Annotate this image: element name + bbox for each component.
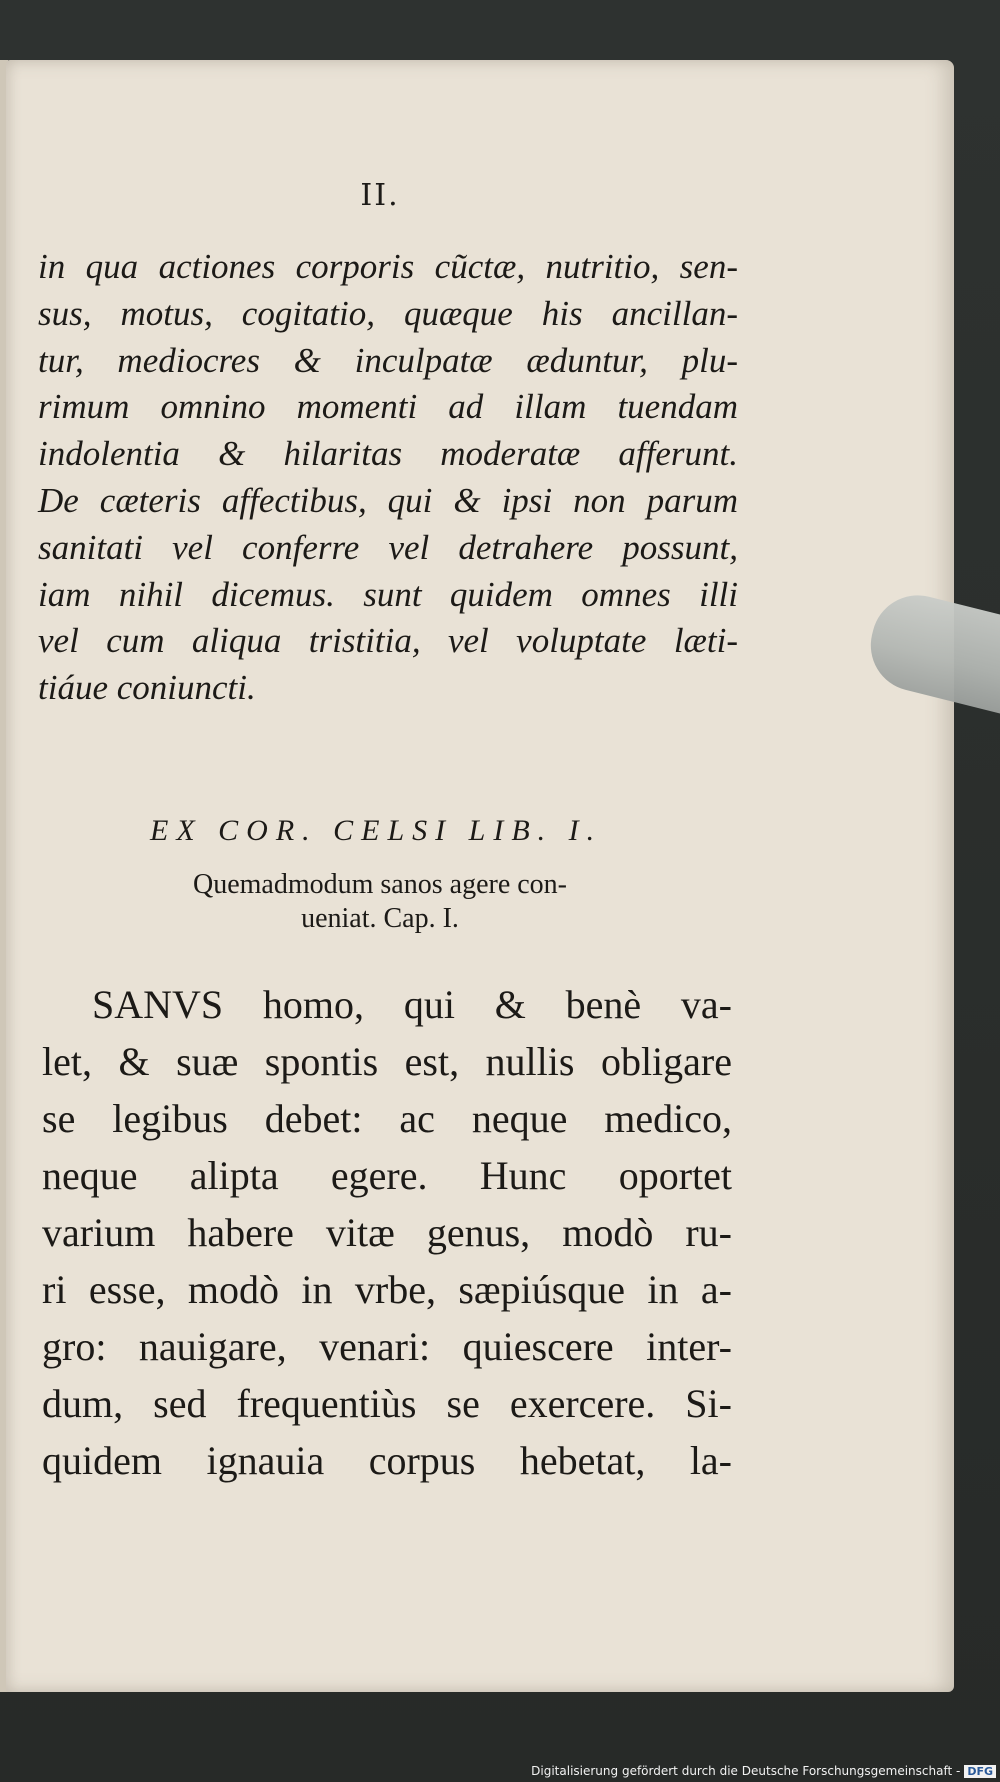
text-line: iam nihil dicemus. sunt quidem omnes illi bbox=[38, 574, 738, 614]
text-line: De cæteris affectibus, qui & ipsi non parum bbox=[38, 480, 738, 520]
text-line: indolentia & hilaritas moderatæ afferunt. bbox=[38, 434, 738, 474]
text-line: tur, mediocres & inculpatæ æduntur, plu- bbox=[38, 340, 738, 380]
text-line: varium habere vitæ genus, modò ru- bbox=[42, 1210, 732, 1255]
subtitle-line: ueniat. Cap. I. bbox=[301, 903, 459, 934]
text-line: neque alipta egere. Hunc oportet bbox=[42, 1153, 732, 1198]
text-line: gro: nauigare, venari: quiescere inter- bbox=[42, 1324, 732, 1369]
italic-paragraph bbox=[38, 244, 738, 712]
text-line: vel cum aliqua tristitia, vel voluptate læti- bbox=[38, 621, 738, 661]
text-line: dum, sed frequentiùs se exercere. Si- bbox=[42, 1381, 732, 1426]
page-number: II. bbox=[360, 178, 400, 213]
text-line: let, & suæ spontis est, nullis obligare bbox=[42, 1039, 732, 1084]
text-line: se legibus debet: ac neque medico, bbox=[42, 1096, 732, 1141]
text-line: in qua actiones corporis cũctæ, nutritio, sen- bbox=[38, 247, 738, 286]
dfg-logo: DFG bbox=[964, 1765, 996, 1778]
subtitle-line: Quemadmodum sanos agere con- bbox=[193, 869, 567, 900]
text-line: quidem ignauia corpus hebetat, la- bbox=[42, 1438, 732, 1483]
credit-text: Digitalisierung gefördert durch die Deutsche Forschungsgemeinschaft - bbox=[531, 1764, 961, 1778]
digitization-credit bbox=[531, 1764, 996, 1778]
chapter-subtitle bbox=[60, 868, 700, 936]
text-line: sanitati vel conferre vel detrahere possunt, bbox=[38, 527, 738, 567]
text-line: sus, motus, cogitatio, quæque his ancillan- bbox=[38, 293, 738, 333]
section-heading: EX COR. CELSI LIB. I. bbox=[150, 814, 603, 847]
text-line: ri esse, modò in vrbe, sæpiúsque in a- bbox=[42, 1267, 732, 1312]
roman-paragraph bbox=[42, 976, 732, 1489]
text-line: SANVS homo, qui & benè va- bbox=[92, 982, 732, 1027]
text-line: rimum omnino momenti ad illam tuendam bbox=[38, 387, 738, 427]
text-line: tiáue coniuncti. bbox=[38, 668, 256, 708]
